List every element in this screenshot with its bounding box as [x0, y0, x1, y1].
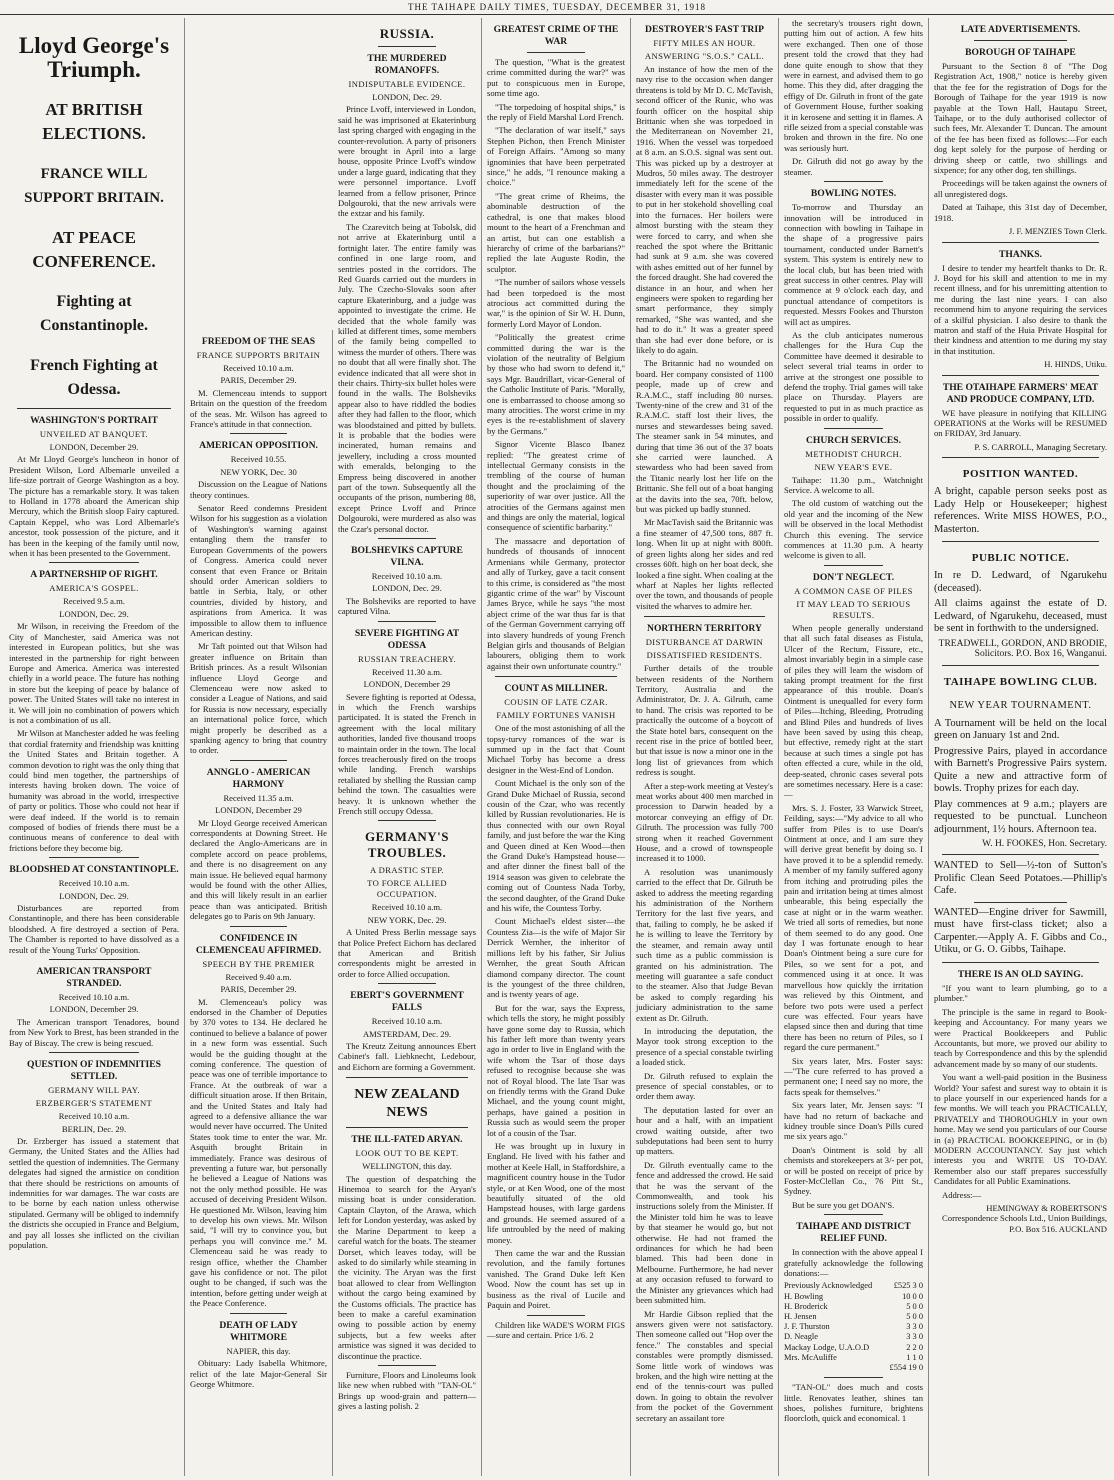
article-body: Taihape: 11.30 p.m., Watchnight Service. A welcome to all. [784, 474, 923, 496]
article-body: The deputation lasted for over an hour and a half, with an impatient crowd waiting outside, after two subdeputations had been sent to hurry up matters. [636, 1104, 773, 1157]
divider [824, 1214, 883, 1215]
divider [230, 760, 287, 761]
article-title: NORTHERN TERRITORY [647, 623, 762, 635]
column-6 [779, 18, 929, 1476]
article-body: "The number of sailors whose vessels had been torpedoed is the most atrocious act committed during the war," is the opinion of Sir W. H. Dunn, formerly Lord Mayor of London. [487, 277, 625, 329]
article-body: Mr Wilson at Manchester added he was feeling that cordial fraternity and friendship was knitting the United States and Britain together. A common devotion to right was the only thing that could bind men together, the partnerships of interests having broken down. The voice of humanity was abroad in the world, irrespective of party or politics. Those who could not hear if were deaf indeed. If the world is to remain composed of bodies of friends there must be a continuous means of conference to deal with frictions before they become big. [9, 728, 180, 853]
article-body: To-morrow and Thursday an innovation will be introduced in connection with bowling in Taihape in the shape of a progressive pairs tournament, conducted under Barnett's system. This system is entirely new to the local club, but has been tried with great success in other centres. Play will commence at 9 o'clock each day, and punctual attendance of competitors is requested. Messrs Fookes and Thurston will act as umpires. [784, 202, 923, 327]
article-title: CHURCH SERVICES. [805, 434, 902, 446]
donation-amount: 2 2 0 [906, 1342, 923, 1352]
article-body: Mr Wilson, in receiving the Freedom of the City of Manchester, said America was not interested in European politics, but she was interested in the partnership for right between Europe and America. America was interested chiefly in a world peace. The future has nothing in store but the keeping of peace by balance of power. The United States will take no interest in it. We will join no combination of powers which is not a combination of us all. [9, 621, 179, 725]
dateline: PARIS, December 29. [220, 984, 297, 995]
article-body: But be sure you get DOAN'S. [792, 1199, 895, 1210]
ad-body: WANTED—Engine driver for Sawmill, must have first-class ticket; also a Carpenter.—Apply A. F. Gibbs and Co., Utiku, or G. O. Gibbs, Taihape. [934, 906, 1107, 956]
table-row [784, 1302, 923, 1312]
donor-name: Mrs. McAuliffe [784, 1352, 837, 1362]
divider [230, 1313, 287, 1314]
article-body: M. Clemenceau intends to support Britain on the question of the freedom of the seas. Mr. Wilson has agreed to France's attitude in that connection. [190, 387, 327, 430]
article-body: Mrs. S. J. Foster, 33 Warwick Street, Feilding, says:—"My advice to all who suffer from Piles is to use Doan's Ointment at once, and I am sure they will derive great benefit by doing so. I have proved it to be a splendid remedy. A member of my family suffered agony from itching and protruding piles the pain and irritation being at times almost unbearable, this being especially the case at night or in the warm weather. We tried all sorts of remedies, but none of them seemed to do any good. One day I was fortunate enough to hear Doan's Ointment being a sure cure for Piles, so we sent for a pot, and commenced using it at once. It was marvellous how quickly the irritation was relieved by this Ointment, and before two pots were used a perfect cure was effected. Four years have elapsed since then and during that time there has been no return of Piles, so I regard the cure permanent." [784, 802, 923, 1053]
article-body: When people generally understand that all such fatal diseases as Fistula, Ulcer of the Rectum, Fissure, etc., almost invariably begin in a simple case of piles they will learn the wisdom of taking prompt treatment for the first appearance of this trouble. Doan's Ointment is unequalled for every form of Piles—Itching, Bleeding, Protruding and Blind Piles and hundreds of lives have been saved by using this cheap, but effective, remedy right at the start because at such times a single pot has often effected a cure, while in the old, deep-seated, chronic cases several pots are sometimes necessary. Here is a case:— [784, 622, 923, 800]
article-title: POSITION WANTED. [962, 468, 1079, 481]
dateline: LONDON, December 29. [49, 1004, 139, 1015]
donation-amount: 10 0 0 [902, 1291, 923, 1301]
divider [49, 959, 139, 960]
headline-odessa: French Fighting at Odessa. [30, 357, 158, 398]
divider [824, 181, 883, 182]
divider [824, 1377, 883, 1378]
ad-body: The principle is the same in regard to Book-keeping and Accountancy. For many years we were Practical Bookkeepers and Public Accountants, but more, we proved our ability to teach by Correspondence and this by the splendid advancement made by so many of our students. [934, 1006, 1107, 1069]
article-body: Count Michael is the only son of the Grand Duke Michael of Russia, second cousin of the Czar, who was recently killed by Russian revolutionaries. He is thus connected with our own Royal family, and just before the war the King and Queen dined at Ken Wood—then the Grand Duke's Hampstead house—and after dinner the finest ball of the 1914 season was given to celebrate the coming out of Countess Nada Torby, the second daughter, of the Grand Duke and his wife, the Countess Torby. [487, 778, 625, 914]
article-subtitle: TO FORCE ALLIED OCCUPATION. [367, 878, 447, 900]
column-5 [631, 18, 779, 1476]
table-row [784, 1332, 923, 1342]
article-body: The massacre and deportation of hundreds of thousands of innocent Armenians while Germany, protector and ally of Turkey, gave a tacit consent to this crime, is considered as "the most gigantic crime of the war" by Viscount James Bryce, while he says "the most abject crime of the war thus far is that of the German Government carrying off into slavery hundreds of young French Belgian girls and thousands of Belgian labourers, obliging them to work against their own unfortunate country." [487, 535, 625, 671]
dateline: LONDON, December 29 [363, 679, 451, 690]
masthead: THE TAIHAPE DAILY TIMES, TUESDAY, DECEMBER 31, 1918 [0, 0, 1114, 15]
article-subtitle: A COMMON CASE OF PILES [794, 585, 913, 596]
divider [942, 541, 1099, 542]
article-title: SEVERE FIGHTING AT ODESSA [354, 627, 460, 651]
donor-name: Mackay Lodge, U.A.O.D [784, 1342, 870, 1352]
divider [527, 52, 585, 53]
column-7 [929, 18, 1112, 1476]
divider [942, 242, 1099, 243]
article-body: As the club anticipates numerous challenges for the Hura Cup the Committee have deemed it desirable to select several trial teams in order to arrive at the strongest one possible to defend the trophy. Trial games will take place on Thursday. Players are requested to put in as much practice as possible in order to qualify. [784, 329, 923, 424]
headline-peace: AT PEACE CONFERENCE. [32, 228, 156, 271]
article-title: AMERICAN OPPOSITION. [199, 440, 318, 452]
article-subtitle: A DRASTIC STEP. [369, 865, 445, 876]
table-row [784, 1312, 923, 1322]
dateline: WELLINGTON, this day. [362, 1161, 452, 1172]
dateline: NAPIER, this day. [226, 1345, 291, 1356]
article-body: Signor Vicente Blasco Ibanez replied: "The greatest crime of intellectual Germany consists in the trembling of the course of human thought and the proclaiming of the superiority of war over justice. All the atrocities of the Germans against men and things are only the material, logical consequence of scientific barbarity." [487, 439, 625, 533]
column-2 [185, 330, 333, 1476]
donation-amount: 1 1 0 [906, 1352, 923, 1362]
section-russia: RUSSIA. [379, 26, 435, 41]
signature: TREADWELL, GORDON, AND BRODIE, Solicitors. P.O. Box 16, Wanganui. [938, 638, 1107, 660]
article-body: Severe fighting is reported at Odessa, in which the French warships participated. It is stated the French in agreement with the local military authorities, landed five thousand troops to maintain order in the town. The local forces treacherously fired on the troops while landing. French warships retaliated by shelling the Russian camp behind the town. The casualties were heavy. It is unknown whether the French still occupy Odessa. [338, 691, 476, 816]
article-title: THE MURDERED ROMANOFFS. [367, 53, 447, 76]
received-time: Received 9.5 a.m. [63, 596, 125, 607]
article-body: An instance of how the men of the navy rise to the occasion when danger threatens is told by Mr D. C. McTavish, second officer of the Runic, who was fourth officer on the hospital ship Brittanic when she was torpedoed in the Mediterranean on November 21, 1916. When the vessel was torpedoed at 8 a.m. an S.O.S. signal was sent out. This was picked up by a destroyer at Mudros, 50 miles away. The destroyer immediately left for the scene of the disaster with every man it was possible to put in her stokehold shovelling coal into the furnaces. Her boilers were almost bursting with the steam they were forced to carry, and when she reached the spot where the Brittanic had sunk at 9 a.m. she was covered with ashes emitted out of her funnel by the forced draught. She had covered the distance in an hour, and when her engineers were spoken to regarding her smart performance, they simply remarked, "She was wanted, and she had to do it." It was a greater speed than she had ever done before, or is likely to do again. [636, 64, 773, 355]
article-title: THE OTAIHAPE FARMERS' MEAT AND PRODUCE COMPANY, LTD. [942, 381, 1099, 405]
headline-elections: AT BRITISH ELECTIONS. [42, 100, 146, 143]
received-time: Received 10.10 a.m. [223, 363, 294, 373]
divider [378, 983, 436, 984]
donor-name: D. Neagle [784, 1332, 818, 1342]
column-3 [333, 18, 482, 1476]
article-title: BOLSHEVIKS CAPTURE VILNA. [351, 545, 463, 569]
article-body: The question, "What is the greatest crime committed during the war?" was put to conspicuous men in Europe, some time ago. [487, 57, 625, 99]
article-body: But for the war, says the Express, which tells the story, he might possibly have gone some day to Russia, which his father left more than twenty years ago in order to live in England with the wife whom the Tsar of those days refused to recognise because she was not of Royal blood. The late Tsar was on friendly terms with the Grand Duke Michael, and the young count might, perhaps, have gained a position in Russia such as would seem the proper lot of a cousin of the Tsar. [487, 1002, 625, 1138]
article-subtitle: RUSSIAN TREACHERY. [357, 653, 457, 664]
article-body: Prince Lvoff, interviewed in London, said he was imprisoned at Ekaterinburg last spring charged with engaging in the counter-revolution. A party of prisoners were brought in April into a large house, opposite Prince Lvoff's window under a large guard, indicating that they were personnel importance. Lvoff learned from a fellow prisoner, Prince Dolgouroki, that the new arrivals were the extzar and his family. [338, 104, 476, 219]
article-title: THE ILL-FATED ARYAN. [351, 1134, 463, 1146]
ad-body: WANTED to Sell—½-ton of Sutton's Prolific Clean Seed Potatoes.—Phillip's Cafe. [934, 860, 1107, 897]
donor-name: Previously Acknowledged [784, 1281, 873, 1291]
article-body: Count Michael's eldest sister—the Countess Zia—is the wife of Major Sir Derrick Wernher, the inheritor of millions left by his father, Sir Julius Wernher, the great South African diamond company director. The count is the youngest of the three children, and is twenty years of age. [487, 916, 625, 1000]
divider [49, 857, 139, 858]
article-body: the secretary's trousers right down, putting him out of action. A few hits were exchanged. Then one of those present told the crowd that they had done quite enough to show that they were in earnest, and advised them to go home. This they did, after dragging the effigy of Dr. Gilruth in front of the gate of Government House, further soaking it in kerosene and setting it in flames. A rifle seized from a special constable was broken and thrown in the fire. No one was seriously hurt. [784, 18, 923, 153]
signature: HEMINGWAY & ROBERTSON'S Correspondence Schools Ltd., Union Buildings, P.O. Box 516. AUCKLAND [942, 1203, 1107, 1234]
article-body: The American transport Tenadores, bound from New York to Brest, has been stranded in the Bay of Biscay. The crew is being rescued. [9, 1016, 179, 1048]
article-subtitle: FRANCE SUPPORTS BRITAIN [196, 350, 321, 360]
received-time: Received 10.10 a.m. [371, 1016, 443, 1027]
divider [378, 820, 436, 821]
table-row [784, 1281, 923, 1291]
article-subtitle: AMERICA'S GOSPEL. [49, 583, 139, 594]
article-body: Mr Taft pointed out that Wilson had greater influence on Britain than British princes. As a result Wilsonian influence Lloyd George and Clemenceau were now asked to consider a League of Nations, and said for Russia is now necessary, especially an international police force, which might properly be described as a spanking agency to bring that country to order. [190, 641, 327, 756]
article-body: Six years later, Mr. Jensen says: "I have had no return of backache and kidney trouble since Doan's Pills cured me six years ago." [784, 1100, 923, 1142]
article-body: The Britannic had no wounded on board. Her company consisted of 1100 people, made up of crew and R.A.M.C., staff including 80 nurses. Twenty-nine of the crew and 31 of the R.A.M.C. staff lost their lives, the nurses and stewardesses being saved. The steamer sank in 54 minutes, and during that time 36 out of the 37 boats she carried were launched. A stewardess who had been saved from the Titanic nearly lost her life on the Brittanic. She fell out of a boat hanging at the davits into the sea, 70ft. below, but was picked up badly stunned. [636, 358, 773, 515]
donor-name: J. F. Thurston [784, 1322, 830, 1332]
article-body: The Bolsheviks are reported to have captured Vilna. [338, 595, 476, 617]
article-body: The question of despatching the Hinemoa to search for the Aryan's missing boat is under consideration. Captain Clayton, of the Arawa, which left for London yesterday, was asked by the Marine Department to keep a careful watch for the boats. The steamer Dorset, which leaves today, will be asked to do similarly while steaming in the vicinity. The Aryan was the first boat allowed to clear from Wellington without the cargo being examined by the Customs officials. The practice has been to make a careful examination owing to possible action by enemy subjects, but a few weeks after armistice was signed it was decided to discontinue the practice. [338, 1173, 476, 1361]
donations-table [784, 1281, 923, 1373]
divider [230, 433, 287, 434]
column-1 [4, 18, 185, 1476]
article-body: "The great crime of Rheims, the abominable destruction of the cathedral, is one that makes blood mount to the heart of a Frenchman and an artist, but can one establish a hierarchy of crime of the barbarians?" replied the late Auguste Rodin, the sculptor. [487, 190, 625, 274]
article-subtitle: UNVEILED AT BANQUET. [39, 429, 149, 439]
notice-body: I desire to tender my heartfelt thanks to Dr. R. J. Boyd for his skill and attention to me in my recent illness, and for his unremitting attention to me during the last nine years. I can also recommend him to anyone requiring the services of a skilful physician. I also desire to thank the matron and staff of the Huia Private Hospital for their kindness and attention to me during my stay in that institution. [934, 262, 1107, 356]
tanol-ad: Furniture, Floors and Linoleums look like new when rubbed with "TAN-OL" Brings up wood-grain and pattern—gives a lasting polish. 2 [338, 1369, 476, 1412]
divider [824, 428, 883, 429]
signature: H. HINDS, Utiku. [1044, 359, 1107, 370]
article-subtitle: ERZBERGER'S STATEMENT [35, 1098, 153, 1109]
article-title: EBERT'S GOVERNMENT FALLS [350, 990, 464, 1014]
ad-body: A bright, capable person seeks post as Lady Help or Housekeeper; highest references. Write MISS HOWES, P.O., Masterton. [934, 486, 1107, 535]
article-title: TAIHAPE BOWLING CLUB. [943, 675, 1098, 688]
notice-body: WE have pleasure in notifying that KILLING OPERATIONS at the Works will be RESUMED on FRIDAY, 3rd January. [934, 407, 1107, 439]
article-body: "The declaration of war itself," says Stephen Pichon, then French Minister of Foreign Affairs. "Among so many ignominies that have been perpetrated since," he adds, "I renounce making a choice." [487, 125, 625, 188]
received-time: Received 10.10 a.m. [58, 878, 130, 889]
article-subtitle: SPEECH BY THE PREMIER [202, 958, 315, 969]
received-time: Received 10.10 a.m. [58, 1111, 130, 1122]
table-row [784, 1343, 923, 1353]
article-title: FREEDOM OF THE SEAS [201, 336, 316, 347]
article-body: In introducing the deputation, the Mayor took strong exception to the presence of a special constable twirling a loaded stick. [636, 1025, 773, 1068]
donor-name: H. Jensen [784, 1312, 817, 1322]
article-body: Dr. Gilruth did not go away by the steamer. [784, 156, 923, 177]
article-body: Mr MacTavish said the Britannic was a fine steamer of 47,500 tons, 887 ft. long. When lit up at night with 800ft. of green lights along her sides and red crosses 60ft. high on her boat deck, she looked a fine sight. When coaling at the wharf at Naples her lights reflected over the town, and thousands of people visited the wharves to admire her. [636, 517, 773, 611]
article-body: Then came the war and the Russian revolution, and the family fortunes vanished. The Grand Duke left Ken Wood. Now the count has set up in business as the rival of Lucile and Paquin and Poiret. [487, 1248, 625, 1311]
article-title: LATE ADVERTISEMENTS. [960, 24, 1081, 35]
received-time: Received 11.30 a.m. [371, 666, 443, 677]
signature: W. H. FOOKES, Hon. Secretary. [982, 839, 1107, 849]
article-subtitle: ANSWERING "S.O.S." CALL. [644, 51, 765, 61]
article-subtitle: LOOK OUT TO BE KEPT. [355, 1148, 459, 1159]
article-body: A resolution was unanimously carried to the effect that Dr. Gilruth be asked to address the meeting regarding his administration of the Northern Territory for the last five years, and that, failing to comply, he be asked if he is willing to leave the Territory by the steamer, and remain away until such time as a public commission is granted on his administration. The meeting will guarantee a safe conduct to the steamer. Also that Judge Bevan be asked to comply regarding his judiciary administration to the same extent as Dr. Gilruth. [636, 866, 773, 1023]
article-body: Six years later, Mrs. Foster says:—"The cure referred to has proved a permanent one; I need say no more, the facts speak for themselves." [784, 1055, 923, 1097]
ad-body: Play commences at 9 a.m.; players are requested to be punctual. Luncheon adjournment, 1½ hours. Afternoon tea. [934, 798, 1107, 835]
article-body: In connection with the above appeal I gratefully acknowledge the following donations:— [784, 1247, 923, 1279]
article-title: QUESTION OF INDEMNITIES SETTLED. [27, 1059, 161, 1083]
article-title: TAIHAPE AND DISTRICT RELIEF FUND. [796, 1221, 911, 1245]
received-time: Received 10.10 a.m. [371, 571, 443, 582]
donation-amount: £554 19 0 [889, 1363, 923, 1373]
notice-body: Proceedings will be taken against the owners of all unregistered dogs. [934, 178, 1107, 199]
donor-name [784, 1363, 885, 1373]
divider [942, 962, 1099, 963]
received-time: Received 10.55. [230, 454, 287, 465]
article-body: Dr. Gilruth eventually came to the fence and addressed the crowd. He said that he was the servant of the Commonwealth, and took his instructions solely from the Minister. If the Minister told him he was to leave by that steamer he would go, but not otherwise. He had not framed the ordinances for which he had been blamed. This had been done in Melbourne. Furthermore, he had never at any occasion refused to forward to the Minister any grievances which had been submitted him. [636, 1159, 773, 1306]
ad-body: You want a well-paid position in the Business World? Your safest and surest way to obtain it is to place yourself in our experienced hands for a few months. We will teach you PRACTICALLY, PRIVATELY and THOROUGHLY in your own home. May we send you particulars of our Course in (a) PRACTICAL BOOKKEEPING, or in (b) MODERN ACCOUNTANCY. Say just which interests you and WRITE US TO-DAY. Remember also our staff prepares successfully Candidates for all Public Examinations. [934, 1072, 1107, 1187]
worm-figs-ad: Children like WADE'S WORM FIGS—sure and certain. Price 1/6. 2 [487, 1319, 625, 1340]
donation-amount: 3 3 0 [906, 1322, 923, 1332]
article-title: DON'T NEGLECT. [812, 571, 895, 583]
article-title: BLOODSHED AT CONSTANTINOPLE. [9, 864, 179, 876]
notice-body: Dated at Taihape, this 31st day of December, 1918. [934, 202, 1107, 223]
donor-name: H. Bowling [784, 1291, 824, 1301]
article-body: He was brought up in luxury in England. He lived with his father and mother at Keele Hall, in Staffordshire, a magnificent country house in the Tudor style, or at Ken Wood, one of the most beautifully situated of the old Hampstead houses, with large gardens and grounds. He seemed assured of a life untroubled by the need of making money. [487, 1141, 625, 1245]
dateline: NEW YORK, Dec. 30 [220, 466, 297, 477]
tanol-ad: "TAN-OL" does much and costs little. Renovates leather, shines tan shoes, polishes furniture, brightens floorcloth, quick and economical. 1 [784, 1382, 923, 1424]
table-row [784, 1353, 923, 1363]
section-germany: GERMANY'S TROUBLES. [365, 829, 449, 861]
article-subtitle: FAMILY FORTUNES VANISH [496, 710, 616, 721]
article-title: WASHINGTON'S PORTRAIT [30, 415, 158, 426]
article-subtitle: NEW YEAR TOURNAMENT. [949, 699, 1092, 711]
article-body: Doan's Ointment is sold by all chemists and storekeepers at 3/- per pot, or will be posted on receipt of price by Foster-McClellan Co., 76 Pitt St., Sydney. [784, 1144, 923, 1197]
ad-body: Progressive Pairs, played in accordance with Barnett's Progressive Pairs system. Quite a new and attractive form of bowls. Trophy prizes for each day. [934, 745, 1107, 794]
dateline: LONDON, Dec. 29. [372, 583, 442, 594]
dateline: LONDON, Dec. 29. [59, 890, 129, 901]
divider [378, 621, 436, 622]
article-title: AMERICAN TRANSPORT STRANDED. [36, 966, 152, 990]
dateline: LONDON, December 29. [49, 442, 139, 452]
divider [49, 1052, 139, 1053]
received-time: Received 10.10 a.m. [371, 902, 443, 913]
article-subtitle: DISTURBANCE AT DARWIN [645, 637, 764, 648]
ad-body: A Tournament will be held on the local green on January 1st and 2nd. [934, 717, 1107, 741]
article-title: A PARTNERSHIP OF RIGHT. [30, 569, 158, 581]
divider [346, 1127, 468, 1128]
signature: J. F. MENZIES Town Clerk. [1008, 226, 1107, 237]
column-4 [482, 18, 631, 1476]
section-nz-news: NEW ZEALAND NEWS [354, 1087, 460, 1121]
divider [230, 926, 287, 927]
article-subtitle: NEW YEAR'S EVE. [814, 461, 893, 472]
divider [974, 40, 1067, 41]
divider [974, 902, 1067, 903]
article-body: At Mr Lloyd George's luncheon in honor of President Wilson, Lord Albemarle unveiled a life-size portrait of George Washington as a boy. The picture has a remarkable story. It was taken to Holland in 1778 aboard the American ship Mercury, which the British sloop Fairy captured. Captain Keppel, who was Lord Albemarle's ancestor, took possession of the picture, and it has been in the keeping of the family until now, when it has been presented to the Government. [9, 454, 179, 559]
article-body: The Kreutz Zeitung announces Ebert Cabinet's fall. Liebknecht, Ledebour, and Eichorn are forming a Government. [338, 1041, 476, 1072]
dateline: NEW YORK, Dec. 29. [367, 914, 447, 925]
headline-constantinople: Fighting at Constantinople. [39, 293, 149, 334]
article-title: PUBLIC NOTICE. [971, 552, 1070, 565]
donor-name: H. Broderick [784, 1301, 828, 1311]
article-title: DESTROYER'S FAST TRIP [645, 24, 764, 35]
divider [378, 46, 436, 47]
divider [942, 854, 1099, 855]
article-subtitle: GERMANY WILL PAY. [48, 1085, 140, 1096]
dateline: BERLIN, Dec. 29. [61, 1123, 127, 1134]
article-body: "Politically the greatest crime committed during the war is the violation of the neutrality of Belgium by those who had sworn to defend it," says Mgr. Baudrillart, vicar-General of the Catholic Institute of Paris. "Morally, one is embarrassed to choose among so many atrocities. The worst crime in my eyes is the re-establishment of slavery by the Germans." [487, 332, 625, 436]
article-subtitle: COUSIN OF LATE CZAR. [504, 697, 608, 708]
article-body: Discussion on the League of Nations theory continues. [190, 479, 327, 500]
article-title: GREATEST CRIME OF THE WAR [493, 24, 619, 47]
article-body: Mr Lloyd George received American correspondents at Downing Street. He declared the Anglo-Americans are in complete accord on peace problems, and there is no disagreement on any main issue. He believed equal harmony would be found with the other Allies, and this will likely result in an earlier peace than was anticipated. British delegates go to Paris on 9th January. [190, 817, 327, 922]
article-body: A United Press Berlin message says that Police Prefect Eichorn has declared that American and British correspondents might be arrested in order to force Allied occupation. [338, 927, 476, 979]
article-title: COUNT AS MILLINER. [504, 683, 608, 695]
article-title: BOWLING NOTES. [810, 188, 897, 200]
received-time: Received 9.40 a.m. [225, 971, 292, 982]
table-row [784, 1322, 923, 1332]
article-body: Dr. Gilruth refused to explain the presence of special constables, or to order them away. [636, 1070, 773, 1102]
article-title: THERE IS AN OLD SAYING. [957, 968, 1084, 980]
divider [346, 1077, 468, 1078]
dateline: LONDON, December 29 [215, 805, 302, 816]
article-body: The Czarevitch being at Tobolsk, did not arrive at Ekaterinburg until a fortnight later. The entire family was confined in one large room, and sentries posted in the corridors. The Red Guards carried out the murders in July. The Czecho-Slovaks soon after capture Ekaterinburg, and a judge was appointed to investigate the crime. He decided that the whole family was killed at different times, some members of the family being compelled to witness the murder of others. There was no doubt that all were finally shot. The evidence indicated that all were shot in their chairs. Thirty-six bullet holes were found in the walls. The Bolsheviks appear also to have riddled the bodies after they had fallen to the floor, which was bloodstained and pitted by bullets. It is probable that the bodies were incinerated, human remains and jewellery, including a cross mounted with emeralds, belonging to the Empress being discovered in another part of the town. Subsequently all the occupants of the prison, numbering 88, except Prince Lvoff and Prince Dolgouroki, were murdered as also was the Czar's personal doctor. [338, 221, 476, 534]
article-title: BOROUGH OF TAIHAPE [965, 47, 1076, 58]
divider [378, 1365, 436, 1366]
article-body: The old custom of watching out the old year and the incoming of the New will be observed in the local Methodist Church this evening. The service commences at 11.30 p.m. A hearty welcome is given to all. [784, 498, 923, 561]
divider [942, 665, 1099, 666]
donation-amount: 5 0 0 [906, 1301, 923, 1311]
divider [942, 457, 1099, 458]
article-body: Dr. Erzberger has issued a statement that Germany, the United States and the Allies had settled the question of indemnities. The Germany delegates had signed the armistice on condition that there should be restrictions on amounts of indemnities for war damages. The war costs are to be borne by each nation unless otherwise stipulated. Germany will be obliged to indemnify the districts she occupied in France and Belgium, and pay all losses she inflicted on the civilian population. [9, 1135, 179, 1250]
divider [495, 676, 617, 677]
notice-body: Pursuant to the Section 8 of "The Dog Registration Act, 1908," notice is hereby given that the fee for the registration of Dogs for the Borough of Taihape for the year 1919 is now payable at the Town Hall, Hautapu Street, Taihape, or to the duly authorised collector of such fees, Mr. Alexander T. Duncan. The amount of the fee has been fixed as follows:—For each dog kept solely for the purpose of herding or driving sheep or cattle, two shillings and sixpence; for any other dog, ten shillings. [934, 61, 1107, 176]
article-body: Senator Reed condemns President Wilson for his suggestion as a violation of Washington's warning against entangling them the transfer to European Governments of the powers of Congress. America could never consent that even France or Britain should order American soldiers to battle in Serbia, Italy, or other countries, divided by history, and aspirations from America. It was impossible to allow them to influence American destiny. [190, 503, 327, 638]
article-title: DEATH OF LADY WHITMORE [219, 1319, 298, 1343]
ad-body: In re D. Ledward, of Ngarukehu (deceased). [934, 570, 1107, 594]
divider [378, 538, 436, 539]
divider [644, 616, 765, 617]
donation-amount: £525 3 0 [893, 1281, 923, 1291]
article-subtitle: IT MAY LEAD TO SERIOUS RESULTS. [796, 598, 911, 620]
divider [17, 408, 171, 409]
donation-amount: 3 3 0 [906, 1332, 923, 1342]
divider [824, 565, 883, 566]
received-time: Received 11.35 a.m. [223, 792, 294, 803]
divider [49, 562, 139, 563]
headline-france: FRANCE WILL SUPPORT BRITAIN. [24, 166, 164, 206]
received-time: Received 10.10 a.m. [58, 992, 130, 1003]
headline-main: Lloyd George's Triumph. [18, 33, 170, 82]
article-subtitle: INDISPUTABLE EVIDENCE. [348, 79, 466, 89]
article-subtitle: DISSATISFIED RESIDENTS. [646, 650, 763, 661]
donation-amount: 5 0 0 [906, 1312, 923, 1322]
article-body: M. Clemenceau's policy was endorsed in the Chamber of Deputies by 370 votes to 134. He declared he continued to believe a balance of power in a new form was essential. Such would be the guiding thought at the coming conference. The question of peace was one of terrible importance to France. At the outbreak of war a difficult situation arose. If then Britain, and the United States and Italy had agreed to a defensive alliance the war would never have occurred. The United States took time to enter the war. Mr. Asquith brought Britain in immediately. France was desirous of preventing a future war, but personally he believed a League of Nations was not the only method possible. He was accused of deceiving President Wilson. He questioned Mr. Wilson, leaving him to develop his own views. Mr. Wilson said, "I will try to convince you, but perhaps you will convince me." M. Clemenceau said he was ready to resign office, whether the Chamber gave his confidence or not. The pilot ought to be changed, if such was the intention, before getting under weigh at the Peace Conference. [190, 996, 327, 1309]
article-body: Mr Hardie Gibson replied that the answers given were not satisfactory. Then someone called out "Hop over the fence." The constables and special constables were promptly dismissed. Some little work of windows was broken, and the high wire netting at the end of the tennis-court was pulled down. In going to obtain the revolver from the pocket of the Government secretary an assailant tore [636, 1308, 773, 1423]
divider [942, 375, 1099, 376]
ad-body: All claims against the estate of D. Ledward, of Ngarukehu, deceased, must be sent in forthwith to the undersigned. [934, 598, 1107, 635]
article-subtitle: METHODIST CHURCH. [805, 448, 902, 459]
divider [527, 1315, 585, 1316]
signature: P. S. CARROLL, Managing Secretary. [974, 441, 1107, 452]
article-body: After a step-work meeting at Vestey's meat works about 400 men marched in procession to Darwin headed by a motorcar conveying an effigy of Dr. Gilruth. The procession was fully 700 strong when it reached Government House, and a crowd of townspeople increased it to 1000. [636, 780, 773, 864]
article-body: "The torpedoing of hospital ships," is the reply of Field Marshal Lord French. [487, 101, 625, 123]
dateline: AMSTERDAM, Dec. 29. [362, 1028, 452, 1039]
article-subtitle: FIFTY MILES AN HOUR. [653, 38, 756, 48]
dateline: PARIS, December 29. [220, 375, 297, 386]
ad-body: "If you want to learn plumbing, go to a plumber." [934, 982, 1107, 1004]
article-body: Obituary: Lady Isabella Whitmore, relict of the late Major-General Sir George Whitmore. [190, 1358, 327, 1389]
article-title: THANKS. [999, 248, 1042, 260]
ad-body: Address:— [942, 1189, 982, 1200]
article-body: One of the most astonishing of all the topsy-turvy romances of the war is summed up in the fact that Count Michael Torby has become a dress designer in the West-End of London. [487, 723, 625, 775]
dateline: LONDON, Dec. 29. [59, 608, 129, 619]
table-row [784, 1292, 923, 1302]
article-body: Further details of the trouble between residents of the Northern Territory, Australia and the Administrator, Dr. J. A. Gilruth, came to hand. The crisis was reported to be practically the outcome of a boycott of the State hotel bars, consequent on the recent rise in the price of bottled beer, but that issue is now a minor one in the long list of grievances from which redress is sought. [636, 663, 773, 778]
article-title: CONFIDENCE IN CLEMENCEAU AFFIRMED. [195, 932, 322, 956]
table-row [784, 1363, 923, 1373]
article-body: Disturbances are reported from Constantinople, and there has been considerable bloodshed. A fire destroyed a section of Pera. The Chamber is reported to have dissolved as a result of the Young Turks' Opposition. [9, 903, 179, 955]
article-title: ANNGLO - AMERICAN HARMONY [206, 766, 311, 790]
dateline: LONDON, Dec. 29. [372, 92, 442, 102]
